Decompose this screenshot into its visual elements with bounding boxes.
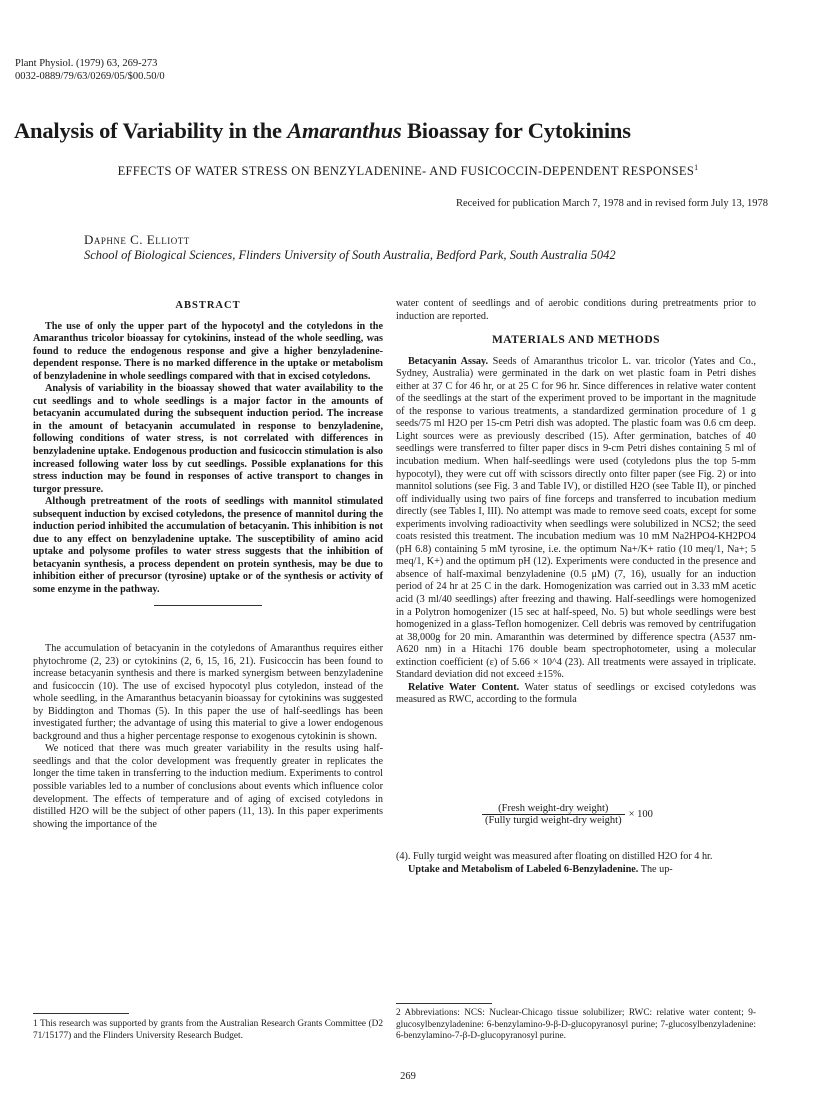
formula-denominator: (Fully turgid weight-dry weight) [485, 815, 622, 826]
author-affiliation: School of Biological Sciences, Flinders University of South Australia, Bedford Park, South Australia 5042 [84, 248, 616, 262]
rwc-formula [482, 803, 653, 826]
footnote-divider-left [33, 1013, 129, 1014]
abstract-heading: ABSTRACT [175, 300, 241, 311]
rwc-text: Water status of seedlings or excised cotyledons was measured as RWC, according to the formula [396, 681, 756, 706]
introduction-section [33, 643, 383, 831]
betacyanin-assay-paragraph [396, 356, 756, 682]
intro-continuation: water content of seedlings and of aerobic conditions during pretreatments prior to induction are reported. [396, 298, 756, 322]
journal-line-2: 0032-0889/79/63/0269/05/$00.50/0 [15, 71, 165, 82]
author-name: Daphne C. Elliott [84, 232, 190, 247]
intro-paragraph-1: The accumulation of betacyanin in the cotyledons of Amaranthus requires either phytochrome (2, 23) or cytokinins (2, 6, 15, 16, 21). Fusicoccin has been found to increase betacyanin synthesis and there is marked synergism between benzyladenine and fusicoccin (10). The use of excised hypocotyl plus cotyledon, instead of the whole seedling, in the Amaranthus betacyanin bioassay for cytokinins was suggested by Biddington and Thomas (5). In this paper the use of half-seedlings has been investigated further; the advantage of using this material to give a lower endogenous background and thus a higher percentage response to exogenous cytokinin is shown. [33, 643, 383, 742]
title-genus: Amaranthus [287, 118, 402, 143]
formula-fraction [482, 803, 625, 826]
subtitle-text: EFFECTS OF WATER STRESS ON BENZYLADENINE- AND FUSICOCCIN-DEPENDENT RESPONSES [117, 164, 695, 179]
right-column-continued [396, 851, 756, 876]
abstract-paragraph-2: Analysis of variability in the bioassay showed that water availability to the cut seedlings and to whole seedlings is a major factor in the amounts of betacyanin accumulated during the subsequent induction period. The increase in the amount of betacyanin accumulated in response to benzyladenine, following conditions of water stress, is not correlated with differences in benzyladenine uptake. Endogenous production and fusicoccin stimulation is also increased following water loss by cut seedlings. Possible explanations for this stress induction may be found in responses of active transport to changes in turgor pressure. [33, 383, 383, 495]
methods-heading: MATERIALS AND METHODS [491, 334, 661, 347]
abstract-paragraph-3: Although pretreatment of the roots of seedlings with mannitol stimulated subsequent induction by excised cotyledons, the presence of mannitol during the induction period inhibited the accumulation of betacyanin. This inhibition is not due to any effect on benzyladenine uptake. The susceptibility of amino acid uptake and polysome profiles to water stress suggests that the inhibition of betacyanin synthesis, a process dependent on protein synthesis, may be due to inhibition either of precursor (tyrosine) uptake or of the synthesis or activity of some enzyme in the pathway. [33, 496, 383, 596]
abstract-paragraph-1: The use of only the upper part of the hypocotyl and the cotyledons in the Amaranthus tricolor bioassay for cytokinins, instead of the whole seedling, was found to reduce the endogenous response and give a higher benzyladenine-dependent response. There is no marked difference in the uptake or metabolism of benzyladenine in whole seedlings compared with that in excised cotyledons. [33, 320, 383, 382]
after-formula-text: (4). Fully turgid weight was measured after floating on distilled H2O for 4 hr. [396, 851, 713, 862]
abstract-divider [154, 605, 262, 606]
formula-multiplier: × 100 [628, 809, 653, 820]
paper-title [14, 118, 804, 144]
uptake-text: The up- [638, 863, 673, 875]
betacyanin-assay-heading: Betacyanin Assay. [408, 355, 489, 367]
title-part-2: Bioassay for Cytokinins [401, 118, 631, 143]
subtitle-footnote-mark: 1 [694, 163, 699, 172]
title-part-1: Analysis of Variability in the [14, 118, 288, 143]
intro-paragraph-2: We noticed that there was much greater variability in the results using half-seedlings and that the color development was frequently greater in replicates the longer the time taken in transferring to the induction medium. Experiments to control possible variables led to a number of conclusions about events which influence color development. The effects of temperature and of aging of excised cotyledons in distilled H2O will be the subject of other papers (11, 13). In this paper experiments showing the importance of the [33, 743, 383, 830]
footnote-divider-right [396, 1003, 492, 1004]
journal-line-1: Plant Physiol. (1979) 63, 269-273 [15, 58, 158, 69]
right-column [396, 298, 756, 707]
footnote-2: 2 Abbreviations: NCS: Nuclear-Chicago tissue solubilizer; RWC: relative water content; 9-glucosylbenzyladenine: 6-benzylamino-9-β-D-glucopyranosyl purine; 7-glucosylbenzyladenine: 6-benzylamino-7-β-D-glucopyranosyl purine. [396, 1008, 756, 1041]
formula-numerator: (Fresh weight-dry weight) [482, 803, 625, 815]
page-number: 269 [400, 1071, 416, 1082]
uptake-paragraph [396, 864, 756, 877]
journal-citation [15, 57, 165, 83]
uptake-heading: Uptake and Metabolism of Labeled 6-Benzyladenine. [408, 863, 639, 875]
abstract-section [33, 300, 383, 597]
paper-subtitle [0, 163, 816, 179]
betacyanin-assay-text: Seeds of Amaranthus tricolor L. var. tricolor (Yates and Co., Sydney, Australia) were germinated in the dark on wet plastic foam in Petri dishes either at 37 C for 46 hr, or at 25 C for 96 hr. Since differences in relative water content of the seedlings at the start of the experiment proved to be important in the magnitude of the response to various treatments, a standardized germination procedure of 1 g seeds/75 ml H2O per 15-cm Petri dish was adopted. The plastic foam was 0.6 cm deep. Light sources were as previously described (15). After germination, batches of 40 seedlings were transferred to filter paper discs in 9-cm Petri dishes containing 5 ml of incubation medium. When half-seedlings were used (cotyledons plus the top 5-mm hypocotyl), they were cut off with scissors directly onto filter paper (see Fig. 2) or into mannitol solutions (see Fig. 3 and Table IV), or distilled H2O (see Table II), or pinched off individually using two pairs of fine forceps and transferred to incubation medium directly (see Tables I, III). No attempt was made to remove seed coats, except for some experiments involving radioactivity when seedlings were solubilized in NCS2; the seed coats resisted this treatment. The incubation medium was 10 mM Na2HPO4-KH2PO4 (pH 6.8) containing 5 mM tyrosine, i.e. the optimum Na+/K+ ratio (10 meq/1, Na+; 5 meq/1, K+) and the optimum pH (12). Experiments were conducted in the presence and absence of half-maximal benzyladenine (0.5 μM) (7, 16), usually for an induction period of 24 hr at 25 C in the dark. Homogenization was carried out in 3.33 mM acetic acid (3 ml/40 seedlings) after freezing and thawing. Half-seedlings were homogenized in a Polytron homogenizer (15 sec at half-speed, No. 5) but whole seedlings were best homogenized in a glass-Teflon homogenizer. Cell debris was removed by centrifugation at 38,000g for 20 min. Amaranthin was determined by difference spectra (A537 nm-A620 nm) in a Hitachi 176 double beam spectrophotometer, using a molecular extinction coefficient (ε) of 5.66 × 10^4 (23). All treatments were assayed in triplicate. Standard deviation did not exceed ±15%. [396, 355, 756, 681]
footnote-1: 1 This research was supported by grants from the Australian Research Grants Committee (D2 71/15177) and the Flinders University Research Budget. [33, 1019, 383, 1041]
received-date: Received for publication March 7, 1978 and in revised form July 13, 1978 [455, 198, 768, 209]
rwc-paragraph [396, 682, 756, 707]
rwc-heading: Relative Water Content. [408, 681, 520, 693]
